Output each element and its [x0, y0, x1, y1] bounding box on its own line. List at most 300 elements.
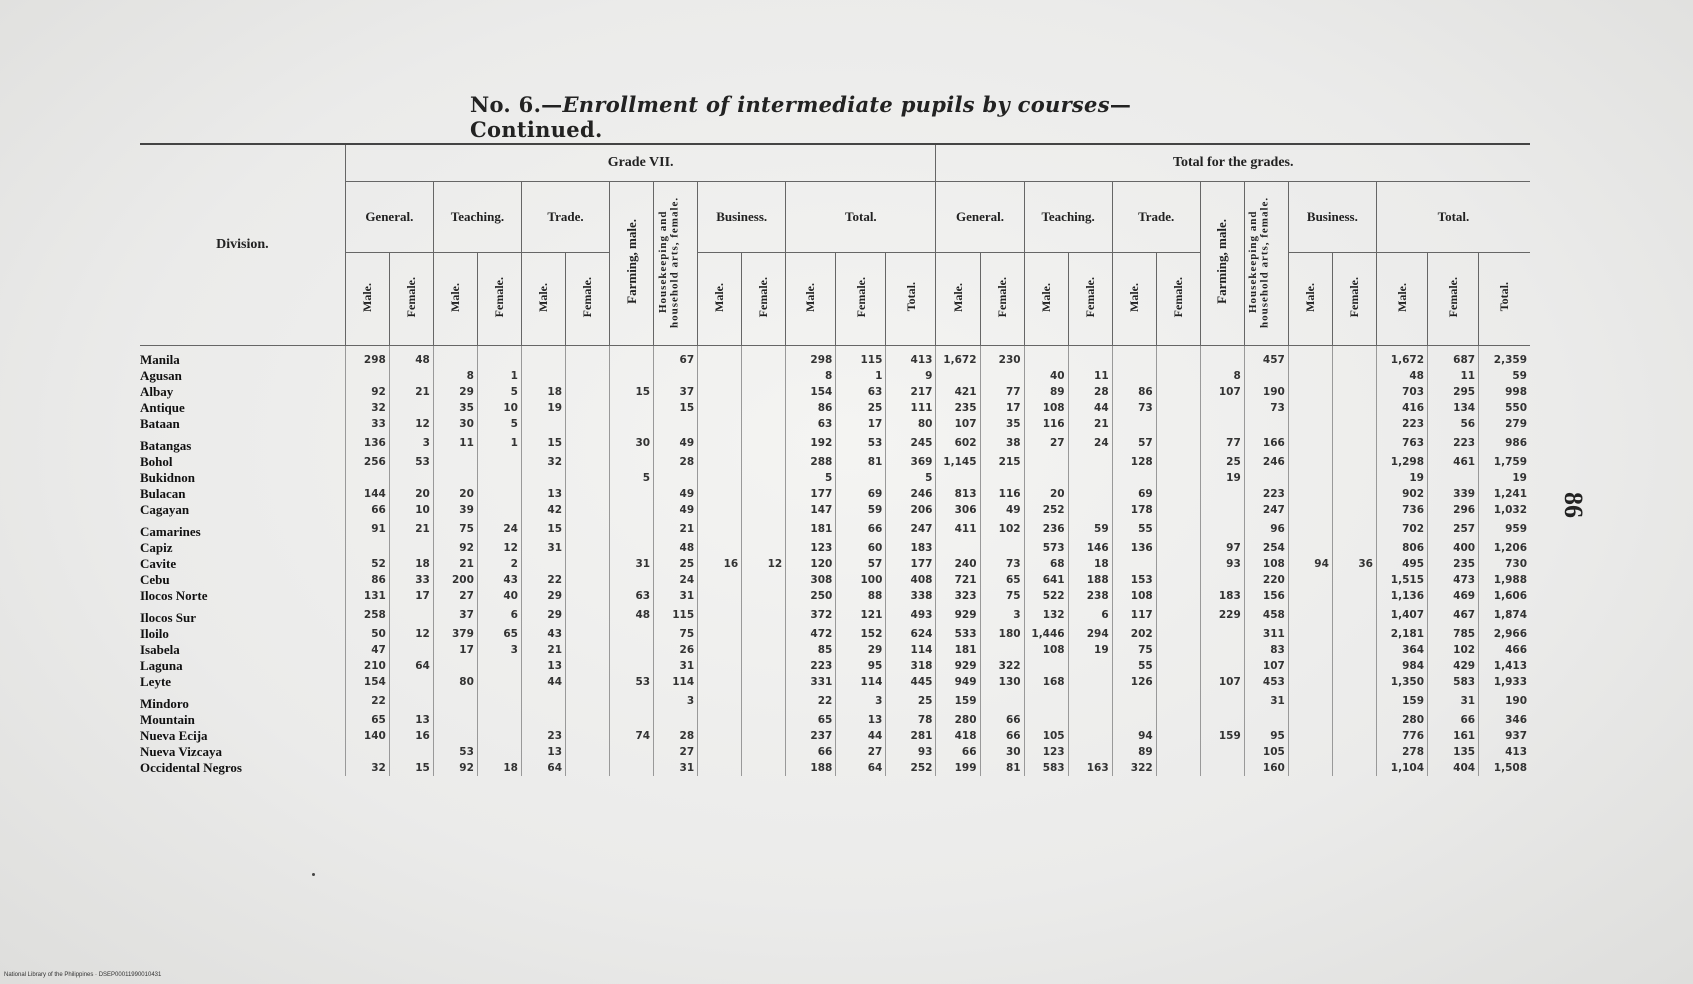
totals-cell: 20 — [1024, 486, 1068, 502]
totals-cell: 223 — [1376, 416, 1427, 432]
grade7-cell — [610, 502, 654, 518]
grade7-cell — [477, 470, 521, 486]
totals-cell: 323 — [936, 588, 980, 604]
totals-cell: 35 — [980, 416, 1024, 432]
grade7-cell — [698, 642, 742, 658]
totals-cell: 55 — [1112, 518, 1156, 540]
grade7-cell: 493 — [886, 604, 936, 626]
grade7-cell — [610, 712, 654, 728]
grade7-cell: 53 — [389, 454, 433, 470]
totals-cell: 533 — [936, 626, 980, 642]
grade7-cell: 33 — [389, 572, 433, 588]
grade7-cell — [742, 432, 786, 454]
grade7-cell: 63 — [610, 588, 654, 604]
grade7-cell: 95 — [836, 658, 886, 674]
grade7-cell — [698, 518, 742, 540]
grade7-cell — [698, 572, 742, 588]
totals-cell: 108 — [1244, 556, 1288, 572]
totals-cell — [1244, 416, 1288, 432]
grade7-cell: 59 — [836, 502, 886, 518]
totals-cell: 583 — [1024, 760, 1068, 776]
title-suffix: —Continued. — [470, 92, 1132, 142]
grade7-cell: 23 — [521, 728, 565, 744]
grade7-cell: 115 — [836, 346, 886, 369]
totals-cell: 105 — [1024, 728, 1068, 744]
totals-cell — [1068, 690, 1112, 712]
totals-cell: 108 — [1024, 400, 1068, 416]
table-row — [140, 712, 1530, 728]
totals-cell — [1200, 416, 1244, 432]
totals-cell: 998 — [1479, 384, 1530, 400]
grade7-cell: 19 — [521, 400, 565, 416]
grade7-cell: 21 — [389, 384, 433, 400]
totals-cell: 159 — [1376, 690, 1427, 712]
grade7-cell: 22 — [345, 690, 389, 712]
grade7-cell — [477, 346, 521, 369]
grade7-cell — [742, 658, 786, 674]
grade7-cell: 1 — [477, 368, 521, 384]
grade7-cell: 123 — [786, 540, 836, 556]
totals-cell: 65 — [980, 572, 1024, 588]
totals-cell: 159 — [1200, 728, 1244, 744]
totals-cell: 107 — [1244, 658, 1288, 674]
totals-cell: 75 — [1112, 642, 1156, 658]
grade7-cell: 114 — [654, 674, 698, 690]
totals-cell — [1200, 502, 1244, 518]
grade7-cell: 624 — [886, 626, 936, 642]
totals-cell: 453 — [1244, 674, 1288, 690]
grade7-cell — [698, 728, 742, 744]
g7-business-header: Business. — [698, 182, 786, 253]
totals-cell: 160 — [1244, 760, 1288, 776]
totals-cell — [1156, 588, 1200, 604]
table-row — [140, 658, 1530, 674]
totals-cell: 1,874 — [1479, 604, 1530, 626]
totals-cell — [1288, 400, 1332, 416]
grade7-cell: 64 — [521, 760, 565, 776]
totals-cell: 19 — [1376, 470, 1427, 486]
totals-cell: 1,759 — [1479, 454, 1530, 470]
totals-cell — [1068, 346, 1112, 369]
grade7-cell: 111 — [886, 400, 936, 416]
grade7-cell: 74 — [610, 728, 654, 744]
grade7-cell: 65 — [477, 626, 521, 642]
totals-cell: 473 — [1428, 572, 1479, 588]
totals-cell — [1156, 760, 1200, 776]
division-name: Bohol — [140, 454, 173, 469]
totals-cell: 240 — [936, 556, 980, 572]
totals-cell: 813 — [936, 486, 980, 502]
grade7-cell: 379 — [433, 626, 477, 642]
table-row — [140, 368, 1530, 384]
grade7-cell: 48 — [389, 346, 433, 369]
totals-cell — [1332, 432, 1376, 454]
grade7-cell: 10 — [477, 400, 521, 416]
table-row — [140, 502, 1530, 518]
totals-cell: 2,359 — [1479, 346, 1530, 369]
totals-cell: 107 — [1200, 384, 1244, 400]
grade7-cell — [477, 674, 521, 690]
grade7-cell: 8 — [433, 368, 477, 384]
totals-cell: 126 — [1112, 674, 1156, 690]
enrollment-table — [140, 143, 1530, 776]
grade7-cell: 63 — [786, 416, 836, 432]
table-row — [140, 540, 1530, 556]
grade7-cell — [836, 470, 886, 486]
grade7-cell: 413 — [886, 346, 936, 369]
grade7-cell — [521, 470, 565, 486]
totals-cell — [1244, 470, 1288, 486]
grade7-cell: 200 — [433, 572, 477, 588]
grade7-cell — [742, 540, 786, 556]
totals-cell: 183 — [1200, 588, 1244, 604]
totals-cell — [1288, 502, 1332, 518]
totals-cell — [1200, 346, 1244, 369]
totals-cell: 322 — [980, 658, 1024, 674]
grade7-cell — [610, 346, 654, 369]
grade7-cell: 250 — [786, 588, 836, 604]
grade7-cell: 223 — [786, 658, 836, 674]
totals-cell — [1332, 502, 1376, 518]
grade7-cell: 5 — [477, 384, 521, 400]
totals-cell — [1332, 346, 1376, 369]
table-row — [140, 674, 1530, 690]
table-row — [140, 604, 1530, 626]
totals-cell — [1288, 712, 1332, 728]
totals-cell — [936, 540, 980, 556]
grade7-cell: 318 — [886, 658, 936, 674]
grade7-cell: 40 — [477, 588, 521, 604]
table-row — [140, 556, 1530, 572]
table-row — [140, 400, 1530, 416]
grade7-cell — [389, 400, 433, 416]
grade7-cell: 13 — [521, 658, 565, 674]
grade7-cell: 131 — [345, 588, 389, 604]
totals-cell: 66 — [936, 744, 980, 760]
grade7-cell — [389, 540, 433, 556]
grade7-cell — [521, 416, 565, 432]
totals-cell — [1332, 400, 1376, 416]
grade7-cell — [698, 454, 742, 470]
totals-cell — [1024, 346, 1068, 369]
grade7-cell: 256 — [345, 454, 389, 470]
grade7-cell: 372 — [786, 604, 836, 626]
totals-cell — [980, 642, 1024, 658]
grade7-cell: 298 — [786, 346, 836, 369]
totals-cell: 215 — [980, 454, 1024, 470]
totals-cell: 1,446 — [1024, 626, 1068, 642]
grade7-cell — [566, 658, 610, 674]
totals-cell — [1288, 572, 1332, 588]
totals-cell: 235 — [936, 400, 980, 416]
grade7-cell — [477, 728, 521, 744]
totals-cell — [1200, 712, 1244, 728]
totals-cell: 461 — [1428, 454, 1479, 470]
grade7-cell — [389, 744, 433, 760]
grade7-cell — [566, 642, 610, 658]
grade7-cell — [698, 384, 742, 400]
grade7-cell: 75 — [433, 518, 477, 540]
totals-cell: 573 — [1024, 540, 1068, 556]
totals-cell: 108 — [1024, 642, 1068, 658]
totals-header: Total for the grades. — [936, 144, 1530, 182]
totals-cell: 1,407 — [1376, 604, 1427, 626]
division-header: Division. — [140, 144, 345, 346]
t-housekeeping-header: Housekeeping and household arts, female. — [1244, 182, 1288, 346]
totals-cell: 364 — [1376, 642, 1427, 658]
sub-female: Female. — [477, 253, 521, 346]
totals-cell: 31 — [1244, 690, 1288, 712]
sub-female: Female. — [836, 253, 886, 346]
grade7-cell — [433, 454, 477, 470]
totals-cell — [1156, 432, 1200, 454]
totals-cell: 1,413 — [1479, 658, 1530, 674]
grade7-cell — [433, 712, 477, 728]
totals-cell: 295 — [1428, 384, 1479, 400]
totals-cell — [1332, 588, 1376, 604]
grade7-cell: 288 — [786, 454, 836, 470]
totals-cell: 83 — [1244, 642, 1288, 658]
table-body — [140, 346, 1530, 777]
grade7-cell — [742, 470, 786, 486]
totals-cell: 296 — [1428, 502, 1479, 518]
totals-cell — [1024, 712, 1068, 728]
grade7-cell — [433, 690, 477, 712]
table-row — [140, 346, 1530, 369]
grade7-cell — [433, 346, 477, 369]
totals-cell: 66 — [1428, 712, 1479, 728]
totals-cell — [1156, 470, 1200, 486]
totals-cell: 280 — [1376, 712, 1427, 728]
grade7-cell — [389, 642, 433, 658]
grade7-cell: 86 — [786, 400, 836, 416]
totals-cell — [1332, 642, 1376, 658]
totals-cell: 776 — [1376, 728, 1427, 744]
totals-cell: 404 — [1428, 760, 1479, 776]
grade7-cell: 93 — [886, 744, 936, 760]
sub-male: Male. — [698, 253, 742, 346]
grade7-cell — [742, 588, 786, 604]
totals-cell: 257 — [1428, 518, 1479, 540]
grade7-cell — [610, 744, 654, 760]
grade7-cell: 192 — [786, 432, 836, 454]
grade7-cell — [610, 518, 654, 540]
grade7-cell: 17 — [836, 416, 886, 432]
sub-male: Male. — [521, 253, 565, 346]
totals-cell — [1156, 642, 1200, 658]
totals-cell — [1332, 454, 1376, 470]
totals-cell: 550 — [1479, 400, 1530, 416]
table-row — [140, 690, 1530, 712]
grade7-cell: 22 — [786, 690, 836, 712]
totals-cell: 311 — [1244, 626, 1288, 642]
totals-cell: 1,606 — [1479, 588, 1530, 604]
grade7-cell: 3 — [477, 642, 521, 658]
grade7-cell: 338 — [886, 588, 936, 604]
totals-cell — [1024, 690, 1068, 712]
grade7-cell: 53 — [433, 744, 477, 760]
totals-cell: 96 — [1244, 518, 1288, 540]
totals-cell: 116 — [1024, 416, 1068, 432]
grade7-cell: 15 — [521, 432, 565, 454]
grade7-cell — [610, 626, 654, 642]
grade7-cell: 252 — [886, 760, 936, 776]
grade7-cell — [566, 518, 610, 540]
grade7-cell: 20 — [433, 486, 477, 502]
division-name: Bulacan — [140, 486, 186, 501]
totals-cell: 18 — [1068, 556, 1112, 572]
totals-cell — [1200, 572, 1244, 588]
table-row — [140, 470, 1530, 486]
grade7-cell — [477, 486, 521, 502]
g7-housekeeping-header: Housekeeping and household arts, female. — [654, 182, 698, 346]
sub-header-row — [140, 253, 1530, 346]
totals-cell: 2,181 — [1376, 626, 1427, 642]
totals-cell: 89 — [1024, 384, 1068, 400]
totals-cell — [1200, 658, 1244, 674]
grade7-cell — [389, 368, 433, 384]
totals-cell — [980, 368, 1024, 384]
grade7-cell — [566, 384, 610, 400]
totals-cell: 66 — [980, 712, 1024, 728]
totals-cell — [1200, 518, 1244, 540]
grade7-cell — [477, 454, 521, 470]
grade7-cell: 114 — [886, 642, 936, 658]
sub-female: Female. — [742, 253, 786, 346]
grade7-cell: 24 — [654, 572, 698, 588]
grade7-cell — [345, 470, 389, 486]
division-name: Leyte — [140, 674, 172, 689]
totals-cell: 75 — [980, 588, 1024, 604]
grade7-cell: 69 — [836, 486, 886, 502]
totals-cell — [1112, 556, 1156, 572]
totals-cell: 929 — [936, 658, 980, 674]
grade7-cell — [521, 556, 565, 572]
grade7-cell: 183 — [886, 540, 936, 556]
grade7-cell — [566, 690, 610, 712]
grade7-cell: 154 — [786, 384, 836, 400]
t-general-header: General. — [936, 182, 1024, 253]
grade7-cell: 147 — [786, 502, 836, 518]
grade7-cell: 88 — [836, 588, 886, 604]
grade7-cell — [698, 470, 742, 486]
grade7-cell: 246 — [886, 486, 936, 502]
grade7-cell — [742, 604, 786, 626]
totals-cell — [1332, 604, 1376, 626]
totals-cell: 132 — [1024, 604, 1068, 626]
totals-cell — [1112, 712, 1156, 728]
grade7-cell: 12 — [389, 416, 433, 432]
totals-cell: 30 — [980, 744, 1024, 760]
table-row — [140, 760, 1530, 776]
grade7-cell: 60 — [836, 540, 886, 556]
totals-cell: 107 — [936, 416, 980, 432]
totals-cell — [1332, 486, 1376, 502]
grade7-cell: 21 — [389, 518, 433, 540]
grade7-cell: 21 — [521, 642, 565, 658]
grade7-cell: 247 — [886, 518, 936, 540]
totals-cell — [1068, 712, 1112, 728]
grade7-cell: 5 — [786, 470, 836, 486]
totals-cell — [1156, 744, 1200, 760]
totals-cell — [1332, 658, 1376, 674]
totals-cell: 235 — [1428, 556, 1479, 572]
grade7-cell: 63 — [836, 384, 886, 400]
grade7-cell — [698, 400, 742, 416]
grade7-cell — [742, 384, 786, 400]
grade7-cell: 31 — [654, 760, 698, 776]
grade7-cell: 53 — [836, 432, 886, 454]
totals-cell: 238 — [1068, 588, 1112, 604]
division-name: Isabela — [140, 642, 180, 657]
totals-cell: 959 — [1479, 518, 1530, 540]
grade7-cell: 65 — [345, 712, 389, 728]
totals-cell — [1024, 454, 1068, 470]
grade7-cell — [654, 368, 698, 384]
totals-cell: 279 — [1479, 416, 1530, 432]
totals-cell: 806 — [1376, 540, 1427, 556]
grade7-cell: 35 — [433, 400, 477, 416]
totals-cell — [1068, 674, 1112, 690]
totals-cell: 785 — [1428, 626, 1479, 642]
totals-cell — [1156, 368, 1200, 384]
grade7-cell: 52 — [345, 556, 389, 572]
totals-cell: 1,136 — [1376, 588, 1427, 604]
grade7-cell — [521, 368, 565, 384]
grade7-cell — [698, 626, 742, 642]
grade7-cell: 206 — [886, 502, 936, 518]
totals-cell: 117 — [1112, 604, 1156, 626]
grade7-cell: 2 — [477, 556, 521, 572]
grade7-cell — [698, 658, 742, 674]
totals-cell: 190 — [1479, 690, 1530, 712]
grade7-cell: 9 — [886, 368, 936, 384]
totals-cell: 68 — [1024, 556, 1068, 572]
grade7-cell: 31 — [521, 540, 565, 556]
grade7-cell — [742, 626, 786, 642]
table-row — [140, 416, 1530, 432]
division-name: Mindoro — [140, 696, 189, 711]
totals-cell — [1332, 728, 1376, 744]
grade7-cell: 237 — [786, 728, 836, 744]
totals-cell — [1288, 626, 1332, 642]
grade7-cell: 445 — [886, 674, 936, 690]
grade7-cell — [566, 540, 610, 556]
grade7-cell: 50 — [345, 626, 389, 642]
grade7-cell: 12 — [477, 540, 521, 556]
grade7-cell: 3 — [654, 690, 698, 712]
totals-cell — [1332, 760, 1376, 776]
totals-cell: 721 — [936, 572, 980, 588]
division-name: Bukidnon — [140, 470, 195, 485]
totals-cell: 429 — [1428, 658, 1479, 674]
totals-cell: 38 — [980, 432, 1024, 454]
grade7-cell — [477, 744, 521, 760]
totals-cell — [980, 690, 1024, 712]
totals-cell: 73 — [1244, 400, 1288, 416]
table-row — [140, 626, 1530, 642]
grade7-cell: 31 — [654, 588, 698, 604]
division-name: Camarines — [140, 524, 201, 539]
grade7-cell: 65 — [786, 712, 836, 728]
grade7-cell: 66 — [836, 518, 886, 540]
grade7-cell: 24 — [477, 518, 521, 540]
grade7-cell — [566, 400, 610, 416]
grade7-cell — [389, 674, 433, 690]
grade7-cell: 21 — [433, 556, 477, 572]
totals-cell — [936, 470, 980, 486]
grade7-cell — [521, 690, 565, 712]
